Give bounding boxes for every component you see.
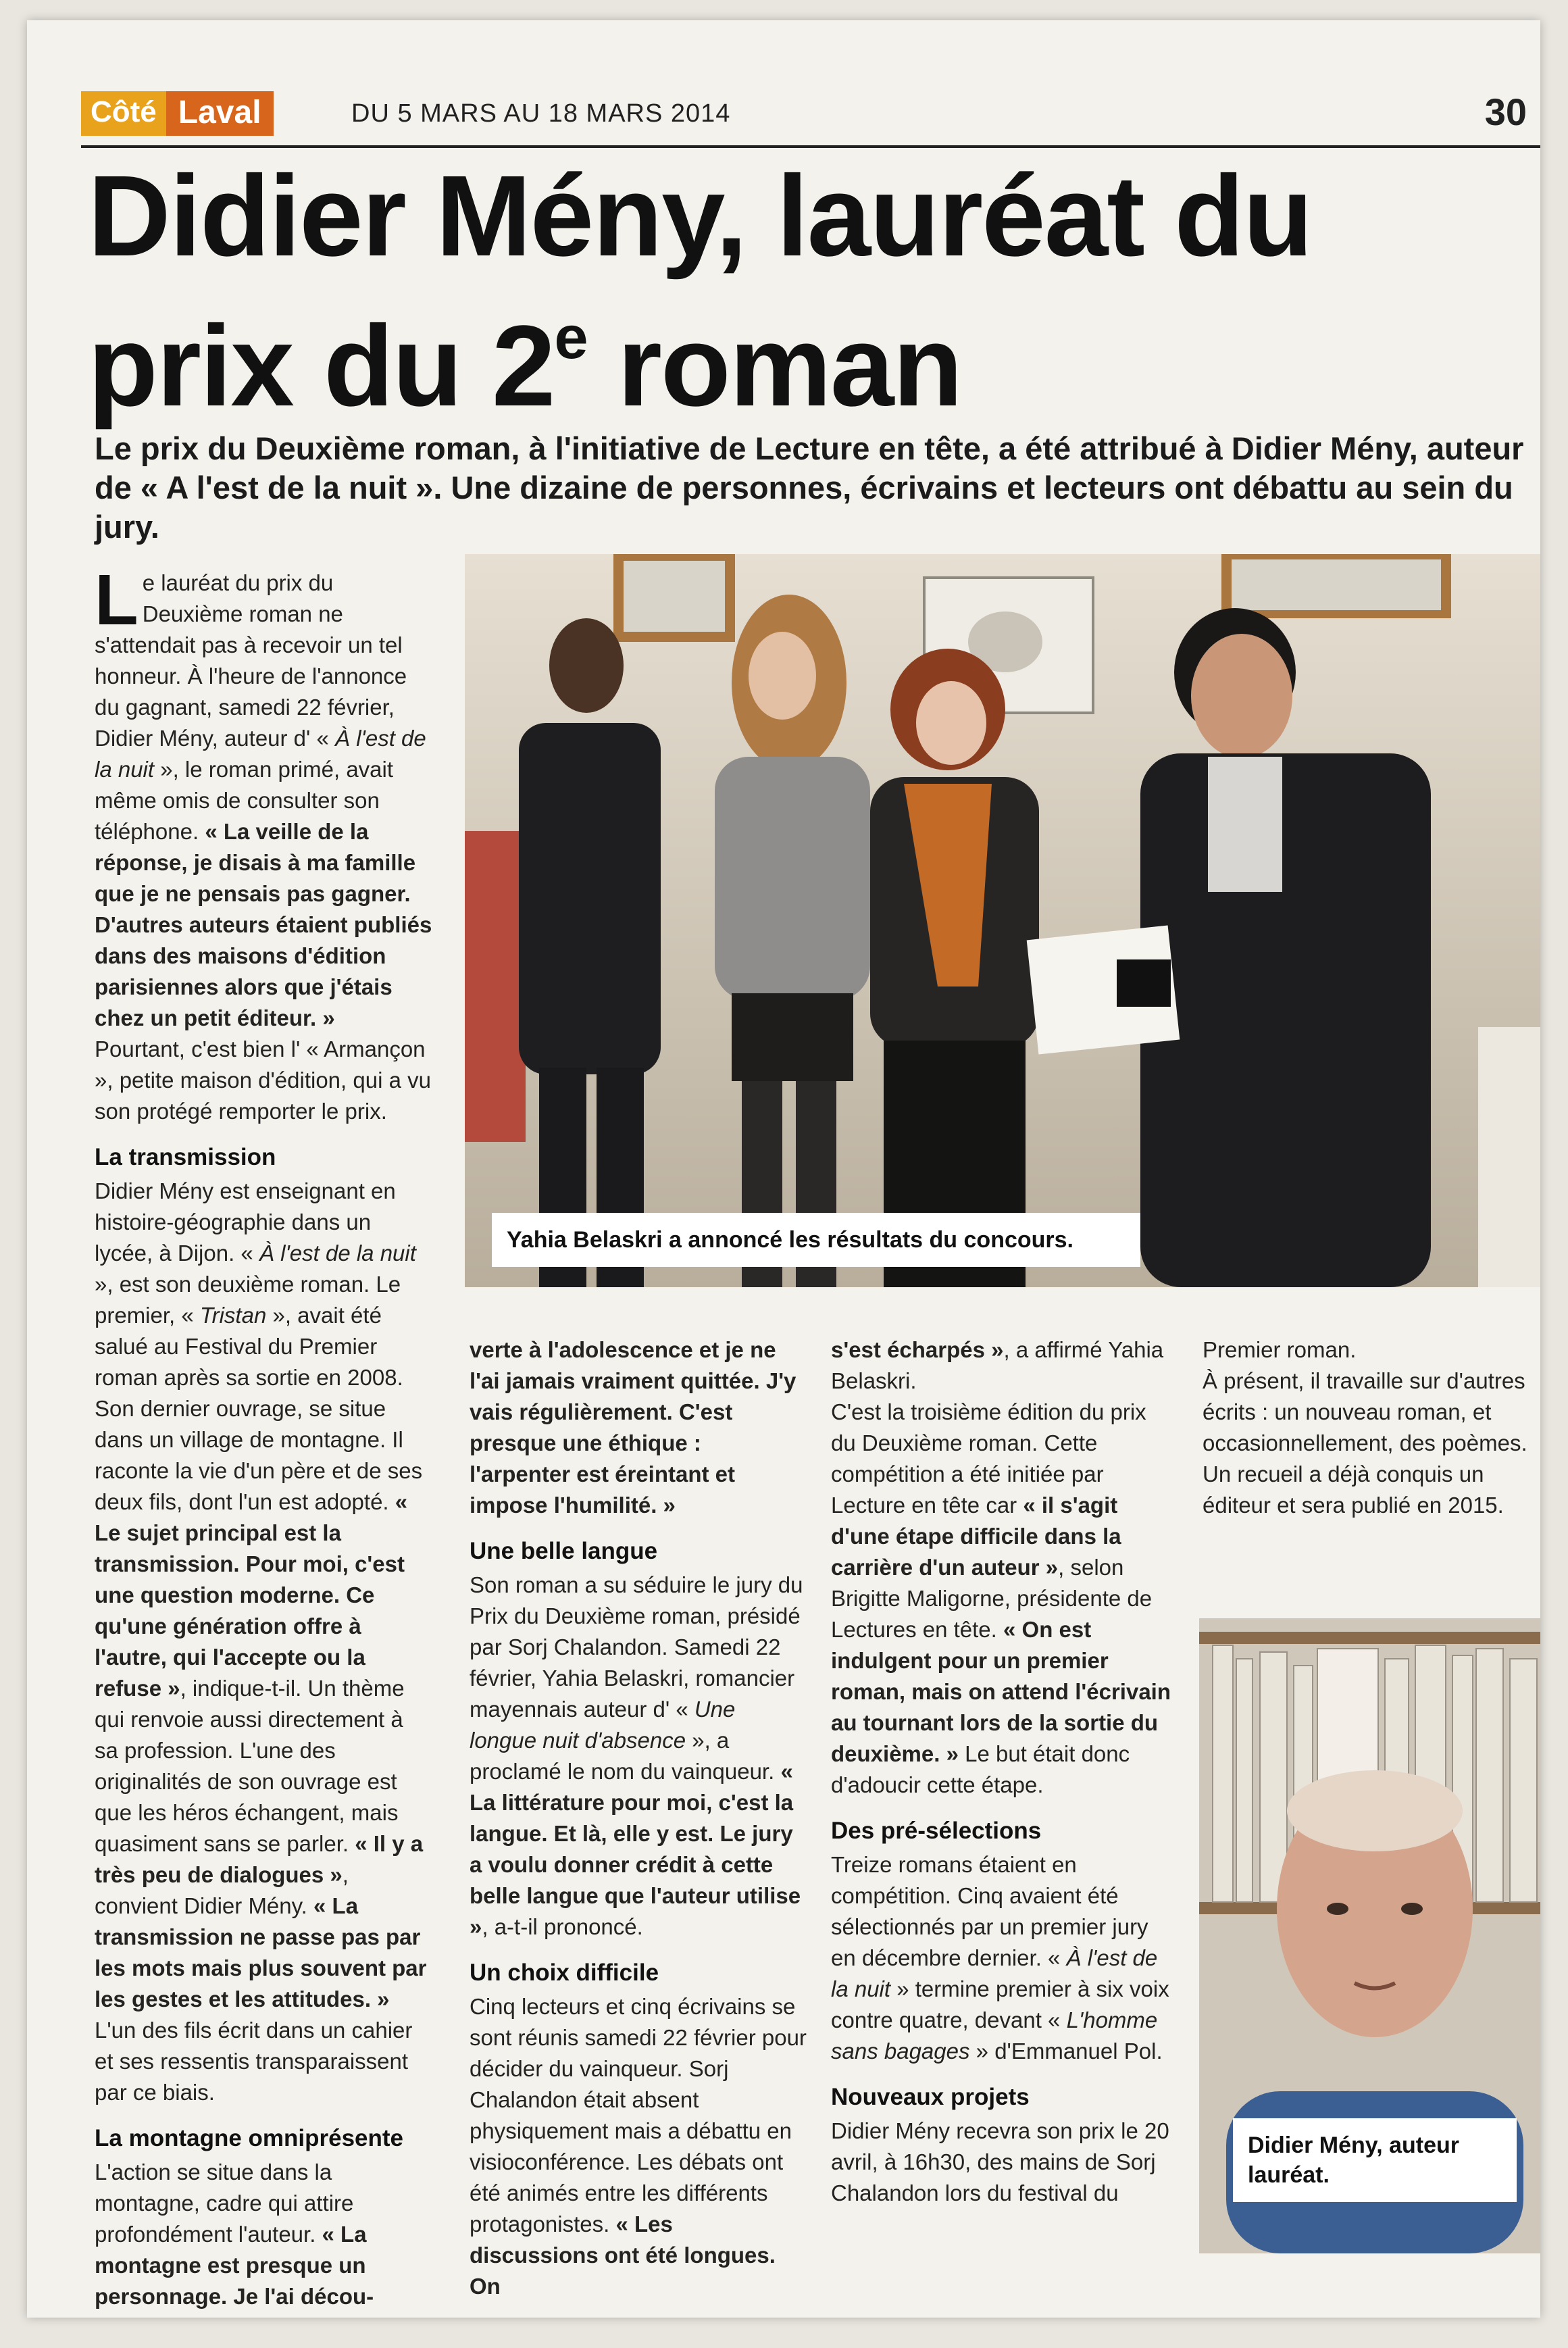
newspaper-page (27, 20, 1540, 2318)
headline (88, 152, 1371, 430)
quote: « La montagne est presque un personnage. Je l'ai décou- (95, 2222, 374, 2309)
book-title: À l'est de la nuit (259, 1241, 416, 1266)
quote: « Les discussions ont été longues. On (470, 2212, 776, 2299)
col3-paragraph-1 (831, 1334, 1172, 1397)
quote: « On est indulgent pour un premier roman, mais on attend l'écrivain au tournant lors de la sortie du deuxième. » (831, 1617, 1171, 1766)
page-number: 30 (1484, 91, 1527, 133)
logo-cote-text: Côté (81, 91, 166, 136)
col3-paragraph-2 (831, 1397, 1172, 1801)
quote: « Il y a très peu de dialogues » (95, 1831, 424, 1887)
cote-laval-logo (81, 91, 274, 140)
col2-text: », a proclamé le nom du vainqueur. (470, 1728, 781, 1784)
col1-paragraph-2: Pourtant, c'est bien l' « Armançon », petite maison d'édition, qui a vu son protégé remporter le prix. (95, 1036, 431, 1124)
article-column-1 (95, 560, 432, 2312)
subhead-pre-selections: Des pré-sélections (831, 1818, 1042, 1844)
quote: « La transmission ne passe pas par les mots mais plus souvent par les gestes et les attitudes. » (95, 1893, 427, 2012)
col1-text: e lauréat du prix du Deuxième roman ne s'attendait pas à recevoir un tel honneur. À l'heure de l'annonce du gagnant, samedi 22 février, Didier Mény, auteur d' « (95, 570, 407, 751)
masthead (81, 84, 1540, 148)
quote: « il s'agit d'une étape difficile dans la carrière d'un auteur » (831, 1493, 1121, 1580)
col1-text: , indique-t-il. Un thème qui renvoie aussi directement à sa profession. L'une des originalités de son ouvrage est que les héros échangent, mais quasiment sans se parler. (95, 1676, 405, 1856)
col2-paragraph-1 (470, 1334, 807, 1521)
col2-text: Son roman a su séduire le jury du Prix du Deuxième roman, présidé par Sorj Chalandon. Samedi 22 février, Yahia Belaskri, romancier mayennais auteur d' « (470, 1572, 803, 1722)
logo-laval-text: Laval (166, 91, 274, 136)
col4-paragraph-2: À présent, il travaille sur d'autres écrits : un nouveau roman, et occasionnellement, des poèmes. Un recueil a déjà conquis un éditeur et sera publié en 2015. (1203, 1368, 1527, 1518)
quote: « La veille de la réponse, je disais à ma famille que je ne pensais pas gagner. D'autres auteurs étaient publiés dans des maisons d'édition parisiennes alors que j'étais chez un petit éditeur. » (95, 819, 432, 1030)
col1-paragraph-4 (95, 2157, 432, 2312)
headline-line2-prefix: prix du 2 (88, 302, 555, 430)
group-photo-illustration (465, 554, 1540, 1287)
headline-line2-suffix: roman (586, 302, 962, 430)
article-lead: Le prix du Deuxième roman, à l'initiative de Lecture en tête, a été attribué à Didier Mény, auteur de « A l'est de la nuit ». Une dizaine de personnes, écrivains et lecteurs ont débattu au sein du jury. (95, 430, 1524, 545)
quote: verte à l'adolescence et je ne l'ai jamais vraiment quittée. J'y vais régulièrement. C'est presque une éthique : l'arpenter est éreintant et impose l'humilité. » (470, 1337, 796, 1518)
col2-paragraph-3 (470, 1991, 807, 2302)
col1-paragraph-1 (95, 560, 432, 1034)
subhead-montagne: La montagne omniprésente (95, 2125, 404, 2151)
col3-text: » termine premier à six voix contre quatre, devant « (831, 1976, 1169, 2032)
book-title: À l'est de la nuit (95, 726, 426, 782)
headline-superscript: e (554, 304, 587, 372)
col3-text: C'est la troisième édition du prix du Deuxième roman. Cette compétition a été initiée par Lecture en tête car (831, 1399, 1146, 1518)
col3-text: Treize romans étaient en compétition. Cinq avaient été sélectionnés par un premier jury en décembre dernier. « (831, 1852, 1148, 1970)
subhead-belle-langue: Une belle langue (470, 1538, 658, 1564)
book-title: Une longue nuit d'absence (470, 1697, 736, 1753)
headline-line2 (88, 277, 1371, 430)
subhead-nouveaux-projets: Nouveaux projets (831, 2084, 1030, 2110)
book-title: Tristan (199, 1303, 267, 1328)
col3-text: , a affirmé Yahia Belaskri. (831, 1337, 1164, 1393)
col1-text: L'un des fils écrit dans un cahier et ses ressentis transparaissent par ce biais. (95, 2018, 413, 2105)
photo-caption-author: Didier Mény, auteur lauréat. (1233, 2118, 1517, 2202)
col4-paragraph-1: Premier roman. (1203, 1337, 1357, 1362)
col1-text: », le roman primé, avait même omis de consulter son téléphone. (95, 757, 394, 844)
article-column-2 (470, 1334, 807, 2302)
col1-text: , convient Didier Mény. (95, 1862, 349, 1918)
col2-text: , a-t-il prononcé. (482, 1914, 643, 1939)
subhead-choix-difficile: Un choix difficile (470, 1959, 659, 1986)
col3-text: Le but était donc d'adoucir cette étape. (831, 1741, 1130, 1797)
col1-text: », avait été salué au Festival du Premier roman après sa sortie en 2008. Son dernier ouvrage, se situe dans un village de montagne. Il raconte la vie d'un père et de ses deux fils, dont l'un est adopté. (95, 1303, 423, 1514)
col1-text: Didier Mény est enseignant en histoire-géographie dans un lycée, à Dijon. « (95, 1178, 396, 1266)
col3-text: , selon Brigitte Maligorne, présidente de Lectures en tête. (831, 1555, 1153, 1642)
col3-paragraph-4: Didier Mény recevra son prix le 20 avril, à 16h30, des mains de Sorj Chalandon lors du festival du (831, 2118, 1169, 2205)
col2-text: Cinq lecteurs et cinq écrivains se sont réunis samedi 22 février pour décider du vainqueur. Sorj Chalandon était absent physiquement mais a débattu en visioconférence. Les débats ont été animés entre les différents protagonistes. (470, 1994, 807, 2237)
photo-caption-group: Yahia Belaskri a annoncé les résultats du concours. (492, 1213, 1140, 1267)
col2-paragraph-2 (470, 1570, 807, 1943)
author-portrait (1199, 1618, 1540, 2253)
col1-text: », est son deuxième roman. Le premier, « (95, 1272, 401, 1328)
quote: s'est écharpés » (831, 1337, 1004, 1362)
article-column-4 (1203, 1334, 1540, 1521)
col1-paragraph-3 (95, 1176, 432, 2108)
book-title: L'homme sans bagages (831, 2007, 1158, 2064)
issue-dateline: DU 5 MARS AU 18 MARS 2014 (351, 99, 731, 128)
dropcap: L (95, 560, 138, 640)
quote: « Le sujet principal est la transmission. Pour moi, c'est une question moderne. Ce qu'une génération offre à l'autre, qui l'accepte ou la refuse » (95, 1489, 408, 1701)
article-column-3 (831, 1334, 1172, 2209)
col3-paragraph-3 (831, 1849, 1172, 2067)
col3-text: » d'Emmanuel Pol. (969, 2039, 1163, 2064)
book-title: À l'est de la nuit (831, 1945, 1158, 2001)
quote: « La littérature pour moi, c'est la langue. Et là, elle y est. Le jury a voulu donner crédit à cette belle langue que l'auteur utilise » (470, 1759, 801, 1939)
subhead-transmission: La transmission (95, 1144, 276, 1170)
headline-line1: Didier Mény, lauréat du (88, 152, 1312, 280)
group-photo (465, 554, 1540, 1287)
col1-text: L'action se situe dans la montagne, cadre qui attire profondément l'auteur. (95, 2159, 354, 2247)
